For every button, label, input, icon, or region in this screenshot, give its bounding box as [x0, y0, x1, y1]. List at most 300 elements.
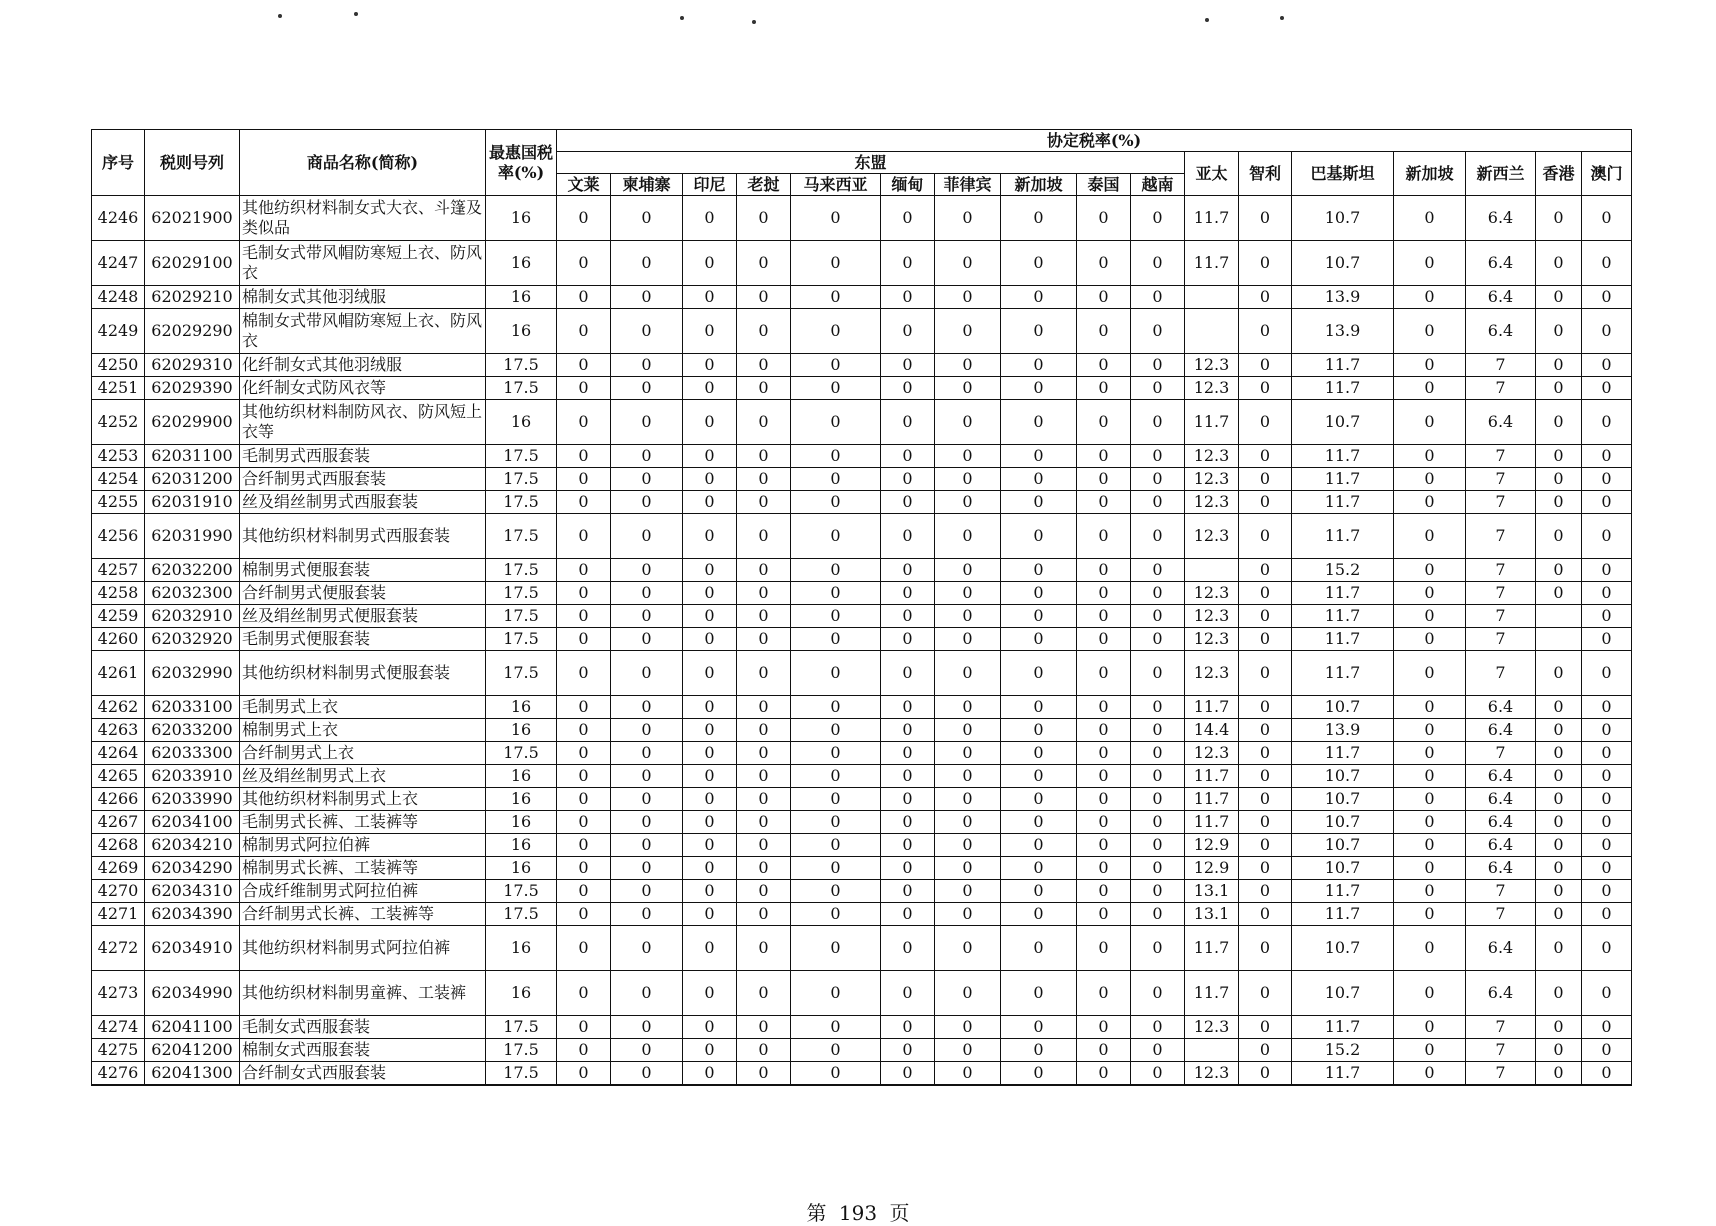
cell-rate: 0 — [1077, 971, 1131, 1016]
cell-rate: 0 — [935, 926, 1001, 971]
cell-rate: 0 — [557, 971, 611, 1016]
cell-rate: 0 — [611, 491, 683, 514]
cell-mfn: 17.5 — [486, 628, 557, 651]
table-row — [92, 834, 1632, 857]
cell-code: 62034100 — [145, 811, 240, 834]
cell-rate: 10.7 — [1292, 834, 1394, 857]
cell-name: 合纤制男式上衣 — [240, 742, 486, 765]
cell-seq: 4256 — [92, 514, 145, 559]
cell-seq: 4275 — [92, 1039, 145, 1062]
cell-rate: 0 — [1077, 1039, 1131, 1062]
cell-rate: 0 — [611, 880, 683, 903]
cell-rate: 0 — [1131, 1039, 1185, 1062]
cell-rate: 0 — [1394, 241, 1466, 286]
cell-rate: 0 — [737, 742, 791, 765]
cell-rate: 6.4 — [1466, 719, 1536, 742]
header-new-zealand: 新西兰 — [1466, 152, 1536, 196]
cell-mfn: 17.5 — [486, 514, 557, 559]
cell-rate: 0 — [611, 605, 683, 628]
cell-rate: 0 — [1239, 286, 1292, 309]
header-laos: 老挝 — [737, 174, 791, 196]
cell-rate: 0 — [557, 628, 611, 651]
cell-rate: 0 — [881, 196, 935, 241]
cell-rate — [1536, 628, 1582, 651]
cell-rate: 0 — [557, 834, 611, 857]
cell-rate: 0 — [791, 971, 881, 1016]
cell-rate: 0 — [935, 559, 1001, 582]
cell-name: 棉制男式上衣 — [240, 719, 486, 742]
cell-rate: 0 — [791, 514, 881, 559]
cell-rate: 0 — [1582, 309, 1632, 354]
cell-mfn: 16 — [486, 765, 557, 788]
cell-rate: 0 — [881, 286, 935, 309]
cell-rate: 0 — [1077, 354, 1131, 377]
cell-rate: 0 — [1582, 971, 1632, 1016]
cell-rate — [1185, 559, 1239, 582]
cell-rate: 0 — [1582, 811, 1632, 834]
cell-code: 62029900 — [145, 400, 240, 445]
cell-rate: 0 — [1582, 582, 1632, 605]
cell-rate: 0 — [1536, 491, 1582, 514]
cell-name: 其他纺织材料制男式阿拉伯裤 — [240, 926, 486, 971]
cell-rate: 12.3 — [1185, 354, 1239, 377]
cell-rate: 0 — [1536, 468, 1582, 491]
cell-rate: 0 — [557, 377, 611, 400]
cell-rate: 0 — [557, 605, 611, 628]
cell-rate: 7 — [1466, 605, 1536, 628]
cell-rate: 7 — [1466, 514, 1536, 559]
cell-code: 62034210 — [145, 834, 240, 857]
cell-rate: 11.7 — [1292, 742, 1394, 765]
cell-rate: 7 — [1466, 491, 1536, 514]
table-row — [92, 241, 1632, 286]
cell-rate: 0 — [611, 1039, 683, 1062]
cell-rate: 12.3 — [1185, 582, 1239, 605]
table-body — [92, 196, 1632, 1086]
cell-code: 62031200 — [145, 468, 240, 491]
cell-rate: 10.7 — [1292, 857, 1394, 880]
page-suffix: 页 — [889, 1201, 910, 1225]
cell-mfn: 17.5 — [486, 651, 557, 696]
cell-code: 62034310 — [145, 880, 240, 903]
cell-rate: 0 — [557, 196, 611, 241]
cell-rate: 12.3 — [1185, 628, 1239, 651]
table-header — [92, 130, 1632, 196]
cell-rate: 11.7 — [1292, 628, 1394, 651]
cell-rate: 0 — [1001, 286, 1077, 309]
cell-rate: 11.7 — [1292, 605, 1394, 628]
cell-rate: 0 — [1077, 742, 1131, 765]
table-row — [92, 719, 1632, 742]
header-myanmar: 缅甸 — [881, 174, 935, 196]
cell-rate: 0 — [737, 880, 791, 903]
cell-rate: 0 — [1131, 788, 1185, 811]
cell-rate: 0 — [1582, 719, 1632, 742]
page-footer — [0, 1197, 1716, 1226]
cell-rate: 0 — [1077, 400, 1131, 445]
cell-rate: 0 — [1001, 559, 1077, 582]
cell-rate: 11.7 — [1292, 651, 1394, 696]
cell-rate: 0 — [1394, 857, 1466, 880]
cell-rate: 0 — [1001, 468, 1077, 491]
cell-rate: 0 — [1582, 742, 1632, 765]
cell-rate: 0 — [935, 1062, 1001, 1086]
cell-rate: 0 — [1077, 651, 1131, 696]
cell-rate: 6.4 — [1466, 857, 1536, 880]
cell-rate: 0 — [683, 1016, 737, 1039]
cell-rate: 12.3 — [1185, 651, 1239, 696]
cell-rate: 0 — [557, 559, 611, 582]
cell-seq: 4260 — [92, 628, 145, 651]
header-macau: 澳门 — [1582, 152, 1632, 196]
cell-rate: 7 — [1466, 377, 1536, 400]
cell-name: 合纤制女式西服套装 — [240, 1062, 486, 1086]
cell-rate: 11.7 — [1292, 377, 1394, 400]
cell-rate: 0 — [1582, 788, 1632, 811]
cell-rate: 0 — [1239, 696, 1292, 719]
cell-code: 62029210 — [145, 286, 240, 309]
cell-rate: 12.3 — [1185, 468, 1239, 491]
cell-rate: 0 — [791, 857, 881, 880]
cell-rate: 6.4 — [1466, 196, 1536, 241]
cell-rate: 0 — [611, 582, 683, 605]
cell-rate: 0 — [1077, 1016, 1131, 1039]
cell-rate: 0 — [1394, 1062, 1466, 1086]
cell-rate: 7 — [1466, 903, 1536, 926]
cell-rate: 11.7 — [1185, 926, 1239, 971]
cell-rate: 0 — [881, 811, 935, 834]
cell-rate: 0 — [1582, 400, 1632, 445]
cell-mfn: 17.5 — [486, 880, 557, 903]
cell-rate: 0 — [683, 468, 737, 491]
cell-rate: 0 — [791, 400, 881, 445]
cell-rate: 0 — [1394, 926, 1466, 971]
cell-rate: 0 — [611, 514, 683, 559]
table-row — [92, 491, 1632, 514]
cell-name: 毛制女式西服套装 — [240, 1016, 486, 1039]
cell-rate: 0 — [935, 1016, 1001, 1039]
header-code: 税则号列 — [145, 130, 240, 196]
cell-rate: 0 — [1001, 811, 1077, 834]
cell-name: 棉制女式带风帽防寒短上衣、防风衣 — [240, 309, 486, 354]
cell-rate: 0 — [881, 514, 935, 559]
cell-code: 62034390 — [145, 903, 240, 926]
cell-rate: 0 — [935, 514, 1001, 559]
cell-rate: 0 — [683, 742, 737, 765]
cell-rate: 0 — [683, 834, 737, 857]
cell-rate: 12.3 — [1185, 742, 1239, 765]
cell-rate: 0 — [1239, 719, 1292, 742]
cell-rate: 0 — [1582, 696, 1632, 719]
cell-rate: 0 — [683, 286, 737, 309]
cell-rate: 0 — [1077, 719, 1131, 742]
cell-mfn: 17.5 — [486, 1039, 557, 1062]
cell-code: 62032910 — [145, 605, 240, 628]
cell-rate: 0 — [1077, 377, 1131, 400]
cell-name: 其他纺织材料制女式大衣、斗篷及类似品 — [240, 196, 486, 241]
cell-rate: 0 — [1077, 559, 1131, 582]
cell-rate: 10.7 — [1292, 788, 1394, 811]
cell-name: 棉制男式阿拉伯裤 — [240, 834, 486, 857]
cell-rate: 0 — [1239, 1016, 1292, 1039]
cell-rate: 6.4 — [1466, 309, 1536, 354]
table-row — [92, 696, 1632, 719]
cell-rate: 0 — [1077, 241, 1131, 286]
cell-rate: 0 — [1131, 696, 1185, 719]
cell-rate: 11.7 — [1185, 696, 1239, 719]
cell-rate: 0 — [881, 719, 935, 742]
cell-rate: 0 — [1536, 559, 1582, 582]
cell-mfn: 16 — [486, 811, 557, 834]
cell-name: 合纤制男式长裤、工装裤等 — [240, 903, 486, 926]
cell-rate: 0 — [1001, 765, 1077, 788]
cell-rate: 0 — [1239, 559, 1292, 582]
cell-rate: 0 — [1394, 309, 1466, 354]
cell-rate: 0 — [935, 628, 1001, 651]
cell-rate: 0 — [1001, 377, 1077, 400]
cell-rate: 0 — [1394, 719, 1466, 742]
cell-rate: 10.7 — [1292, 926, 1394, 971]
cell-rate: 0 — [1394, 377, 1466, 400]
cell-rate: 0 — [1582, 514, 1632, 559]
cell-rate: 0 — [1077, 445, 1131, 468]
cell-code: 62034910 — [145, 926, 240, 971]
cell-rate: 0 — [935, 651, 1001, 696]
cell-rate: 0 — [1582, 605, 1632, 628]
cell-rate: 0 — [1239, 196, 1292, 241]
cell-rate: 0 — [1239, 491, 1292, 514]
header-seq: 序号 — [92, 130, 145, 196]
cell-rate: 0 — [737, 468, 791, 491]
cell-rate: 0 — [1077, 491, 1131, 514]
cell-rate: 10.7 — [1292, 400, 1394, 445]
cell-rate: 0 — [1131, 765, 1185, 788]
cell-rate: 13.1 — [1185, 880, 1239, 903]
cell-code: 62031910 — [145, 491, 240, 514]
cell-rate: 0 — [557, 286, 611, 309]
cell-rate: 0 — [1001, 605, 1077, 628]
cell-rate: 0 — [791, 834, 881, 857]
cell-rate: 11.7 — [1185, 196, 1239, 241]
cell-rate: 0 — [737, 286, 791, 309]
cell-rate: 0 — [1001, 354, 1077, 377]
cell-rate: 0 — [1239, 514, 1292, 559]
cell-rate: 0 — [611, 377, 683, 400]
cell-rate: 0 — [935, 719, 1001, 742]
tariff-table-container — [91, 129, 1630, 1086]
cell-name: 其他纺织材料制男式便服套装 — [240, 651, 486, 696]
cell-rate: 0 — [791, 742, 881, 765]
cell-rate: 0 — [881, 926, 935, 971]
cell-rate: 0 — [1239, 241, 1292, 286]
table-row — [92, 857, 1632, 880]
cell-rate: 0 — [737, 354, 791, 377]
cell-mfn: 16 — [486, 241, 557, 286]
cell-rate: 0 — [881, 1039, 935, 1062]
table-row — [92, 445, 1632, 468]
cell-rate: 0 — [935, 309, 1001, 354]
cell-rate: 0 — [611, 400, 683, 445]
cell-rate: 7 — [1466, 880, 1536, 903]
cell-code: 62021900 — [145, 196, 240, 241]
cell-rate: 11.7 — [1292, 1016, 1394, 1039]
cell-rate: 0 — [1001, 857, 1077, 880]
cell-code: 62041100 — [145, 1016, 240, 1039]
cell-rate: 0 — [611, 286, 683, 309]
cell-rate: 0 — [611, 354, 683, 377]
cell-rate: 0 — [1077, 696, 1131, 719]
cell-rate: 0 — [935, 971, 1001, 1016]
cell-rate: 0 — [737, 765, 791, 788]
cell-rate — [1536, 605, 1582, 628]
cell-rate: 0 — [1239, 788, 1292, 811]
cell-rate: 6.4 — [1466, 400, 1536, 445]
cell-rate: 0 — [1582, 377, 1632, 400]
cell-rate: 0 — [1239, 468, 1292, 491]
table-row — [92, 651, 1632, 696]
cell-rate: 0 — [935, 445, 1001, 468]
cell-rate: 0 — [557, 788, 611, 811]
cell-rate: 0 — [935, 834, 1001, 857]
cell-rate: 0 — [1001, 742, 1077, 765]
cell-rate: 11.7 — [1185, 400, 1239, 445]
cell-rate: 11.7 — [1185, 241, 1239, 286]
table-row — [92, 1062, 1632, 1086]
cell-rate: 0 — [737, 811, 791, 834]
cell-rate: 12.3 — [1185, 377, 1239, 400]
cell-rate: 0 — [683, 514, 737, 559]
cell-rate: 0 — [791, 651, 881, 696]
cell-code: 62031100 — [145, 445, 240, 468]
cell-rate: 12.3 — [1185, 605, 1239, 628]
cell-rate: 0 — [1394, 788, 1466, 811]
cell-rate: 0 — [791, 696, 881, 719]
cell-rate: 0 — [1582, 1039, 1632, 1062]
table-row — [92, 377, 1632, 400]
cell-rate: 0 — [1077, 196, 1131, 241]
cell-code: 62033910 — [145, 765, 240, 788]
cell-seq: 4268 — [92, 834, 145, 857]
cell-rate: 0 — [1394, 286, 1466, 309]
cell-rate: 0 — [1536, 286, 1582, 309]
cell-rate: 0 — [1536, 582, 1582, 605]
table-row — [92, 903, 1632, 926]
cell-mfn: 16 — [486, 926, 557, 971]
cell-rate: 0 — [557, 742, 611, 765]
cell-rate: 10.7 — [1292, 696, 1394, 719]
header-hong-kong: 香港 — [1536, 152, 1582, 196]
cell-name: 合纤制男式西服套装 — [240, 468, 486, 491]
cell-rate: 0 — [737, 241, 791, 286]
cell-rate: 6.4 — [1466, 765, 1536, 788]
cell-rate: 10.7 — [1292, 196, 1394, 241]
cell-rate: 0 — [881, 354, 935, 377]
cell-rate: 0 — [611, 696, 683, 719]
cell-rate: 0 — [1582, 286, 1632, 309]
cell-rate: 0 — [1131, 354, 1185, 377]
cell-code: 62033200 — [145, 719, 240, 742]
cell-rate: 0 — [1131, 971, 1185, 1016]
cell-rate: 0 — [557, 514, 611, 559]
cell-rate: 0 — [611, 196, 683, 241]
cell-code: 62041200 — [145, 1039, 240, 1062]
cell-rate: 0 — [1131, 309, 1185, 354]
cell-rate: 0 — [1582, 651, 1632, 696]
cell-rate: 0 — [611, 971, 683, 1016]
cell-rate: 0 — [791, 286, 881, 309]
table-row — [92, 628, 1632, 651]
cell-rate: 0 — [611, 742, 683, 765]
cell-rate: 13.1 — [1185, 903, 1239, 926]
cell-rate: 0 — [683, 605, 737, 628]
cell-mfn: 16 — [486, 286, 557, 309]
cell-seq: 4274 — [92, 1016, 145, 1039]
header-asean: 东盟 — [557, 152, 1185, 174]
cell-seq: 4253 — [92, 445, 145, 468]
table-row — [92, 880, 1632, 903]
cell-rate: 0 — [611, 1016, 683, 1039]
cell-rate: 0 — [737, 1016, 791, 1039]
cell-rate: 0 — [1536, 196, 1582, 241]
cell-rate: 0 — [935, 241, 1001, 286]
cell-rate: 0 — [791, 1039, 881, 1062]
cell-name: 丝及绢丝制男式西服套装 — [240, 491, 486, 514]
cell-rate: 0 — [791, 926, 881, 971]
cell-rate: 0 — [1131, 628, 1185, 651]
cell-rate: 0 — [1131, 926, 1185, 971]
cell-name: 化纤制女式防风衣等 — [240, 377, 486, 400]
cell-rate: 0 — [1394, 559, 1466, 582]
cell-rate: 0 — [1077, 857, 1131, 880]
cell-rate: 0 — [737, 926, 791, 971]
cell-rate: 7 — [1466, 582, 1536, 605]
cell-rate: 15.2 — [1292, 559, 1394, 582]
cell-rate: 0 — [1582, 196, 1632, 241]
cell-rate: 0 — [557, 1016, 611, 1039]
cell-rate: 0 — [557, 651, 611, 696]
header-brunei: 文莱 — [557, 174, 611, 196]
cell-rate: 0 — [791, 468, 881, 491]
cell-rate: 0 — [1001, 514, 1077, 559]
scan-artifacts — [0, 12, 1716, 32]
cell-seq: 4248 — [92, 286, 145, 309]
cell-rate: 0 — [1077, 880, 1131, 903]
cell-rate: 12.9 — [1185, 834, 1239, 857]
cell-rate: 0 — [557, 765, 611, 788]
cell-mfn: 16 — [486, 857, 557, 880]
cell-rate: 12.9 — [1185, 857, 1239, 880]
cell-rate: 0 — [935, 468, 1001, 491]
cell-rate: 11.7 — [1185, 811, 1239, 834]
cell-rate: 0 — [1131, 651, 1185, 696]
cell-rate: 0 — [683, 309, 737, 354]
cell-rate: 11.7 — [1185, 971, 1239, 1016]
cell-rate: 0 — [557, 719, 611, 742]
cell-seq: 4258 — [92, 582, 145, 605]
cell-rate: 11.7 — [1292, 468, 1394, 491]
cell-rate: 11.7 — [1185, 788, 1239, 811]
cell-seq: 4259 — [92, 605, 145, 628]
table-row — [92, 582, 1632, 605]
cell-rate: 0 — [1536, 514, 1582, 559]
cell-rate: 0 — [557, 903, 611, 926]
cell-rate: 0 — [1394, 445, 1466, 468]
cell-rate: 11.7 — [1292, 1062, 1394, 1086]
cell-mfn: 17.5 — [486, 605, 557, 628]
cell-rate: 0 — [1536, 880, 1582, 903]
cell-rate: 0 — [1001, 719, 1077, 742]
cell-rate: 11.7 — [1292, 514, 1394, 559]
